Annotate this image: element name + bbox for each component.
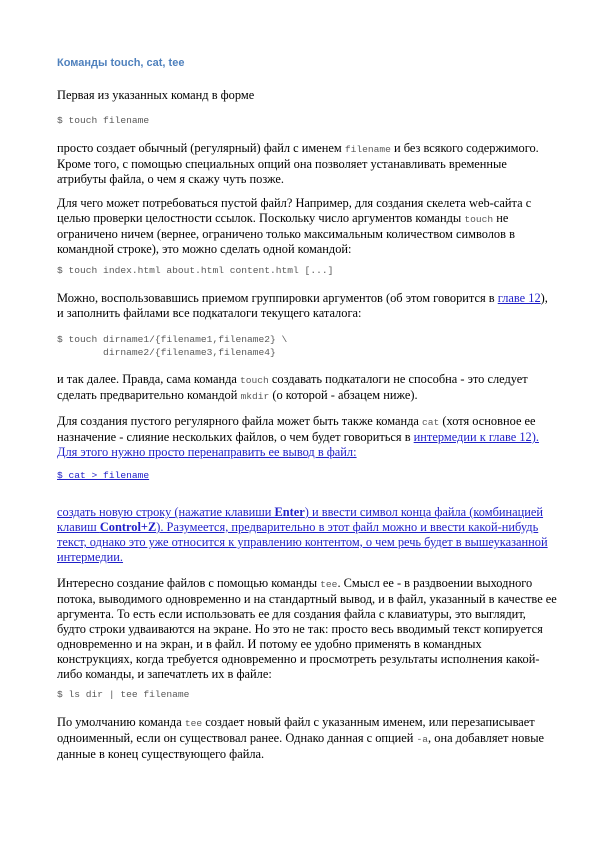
inline-code: cat (421, 417, 440, 428)
key-enter: Enter (274, 505, 305, 519)
paragraph-eof-link[interactable]: создать новую строку (нажатие клавиши Enter) и ввести символ конца файла (комбинацией клавиш Control+Z). Разумеется, предварительно в этот файл можно и ввести какой-нибудь текст, однако это уже относится к управлению контентом, о чем речь будет в вышеуказанной интермедии. (57, 505, 548, 564)
paragraph-mkdir: и так далее. Правда, сама команда touch создавать подкаталоги не способна - это следует сделать предварительно командой mkdir (о которой - абзацем ниже). (57, 372, 528, 402)
inline-code: filename (344, 144, 391, 155)
code-ls-tee: $ ls dir | tee filename (57, 689, 190, 700)
code-touch-multiple: $ touch index.html about.html content.html [...] (57, 265, 334, 276)
paragraph-grouping: Можно, воспользовавшись приемом группировки аргументов (об этом говорится в главе 12), и заполнить файлами все подкаталоги текущего каталога: (57, 291, 548, 320)
section-heading: Команды touch, cat, tee (57, 57, 185, 69)
code-cat-redirect[interactable]: $ cat > filename (57, 470, 150, 481)
inline-code: touch (240, 375, 269, 386)
paragraph-tee: Интересно создание файлов с помощью команды tee. Смысл ее - в раздвоении выходного потока, выводимого одновременно и на стандартный вывод, и в файл, указанный в качестве ее аргумента. То есть если использовать ее для создания файла с клавиатуры, это выглядит, будто строки удваиваются на экране. Но это не так: просто весь вводимый текст копируется одновременно и на экран, и в файл. И потому ее удобно применять в командных конструкциях, когда требуется одновременно и просмотреть результаты исполнения какой-либо команды, и запечатлеть их в файле: (57, 576, 557, 681)
inline-code: mkdir (240, 391, 270, 402)
code-touch-dirs: $ touch dirname1/{filename1,filename2} \ dirname2/{filename3,filename4} (57, 334, 288, 358)
inline-code: tee (184, 718, 203, 729)
key-control-z: Control+Z (99, 520, 157, 534)
link-intermedia-chapter-12[interactable]: интермедии к главе 12). Для этого нужно просто перенаправить ее вывод в файл: (57, 430, 539, 459)
paragraph-cat: Для создания пустого регулярного файла может быть также команда cat (хотя основное ее назначение - слияние нескольких файлов, о чем будет говориться в интермедии к главе 12). Для этого нужно просто перенаправить ее вывод в файл: (57, 414, 539, 459)
link-chapter-12[interactable]: главе 12 (497, 291, 541, 305)
inline-code: touch (464, 214, 494, 225)
inline-code: tee (320, 579, 338, 590)
paragraph-intro: Первая из указанных команд в форме (57, 88, 255, 102)
paragraph-empty-file: Для чего может потребоваться пустой файл? Например, для создания скелета web-сайта с целью проверки целостности ссылок. Поскольку число аргументов команды touch не ограничено ничем (вернее, ограничено только максимальным количеством символов в командной строке), это можно сделать одной командой: (57, 196, 532, 256)
code-touch-filename: $ touch filename (57, 115, 150, 126)
paragraph-touch-description: просто создает обычный (регулярный) файл с именем filename и без всякого содержимого. Кроме того, с помощью специальных опций она позволяет устанавливать временные атрибуты файла, о чем я скажу чуть позже. (57, 141, 539, 186)
paragraph-tee-append: По умолчанию команда tee создает новый файл с указанным именем, или перезаписывает одноименный, если он существовал ранее. Однако данная с опцией -a, она добавляет новые данные в конец существующего файла. (57, 715, 545, 761)
inline-code: -a (416, 734, 429, 745)
